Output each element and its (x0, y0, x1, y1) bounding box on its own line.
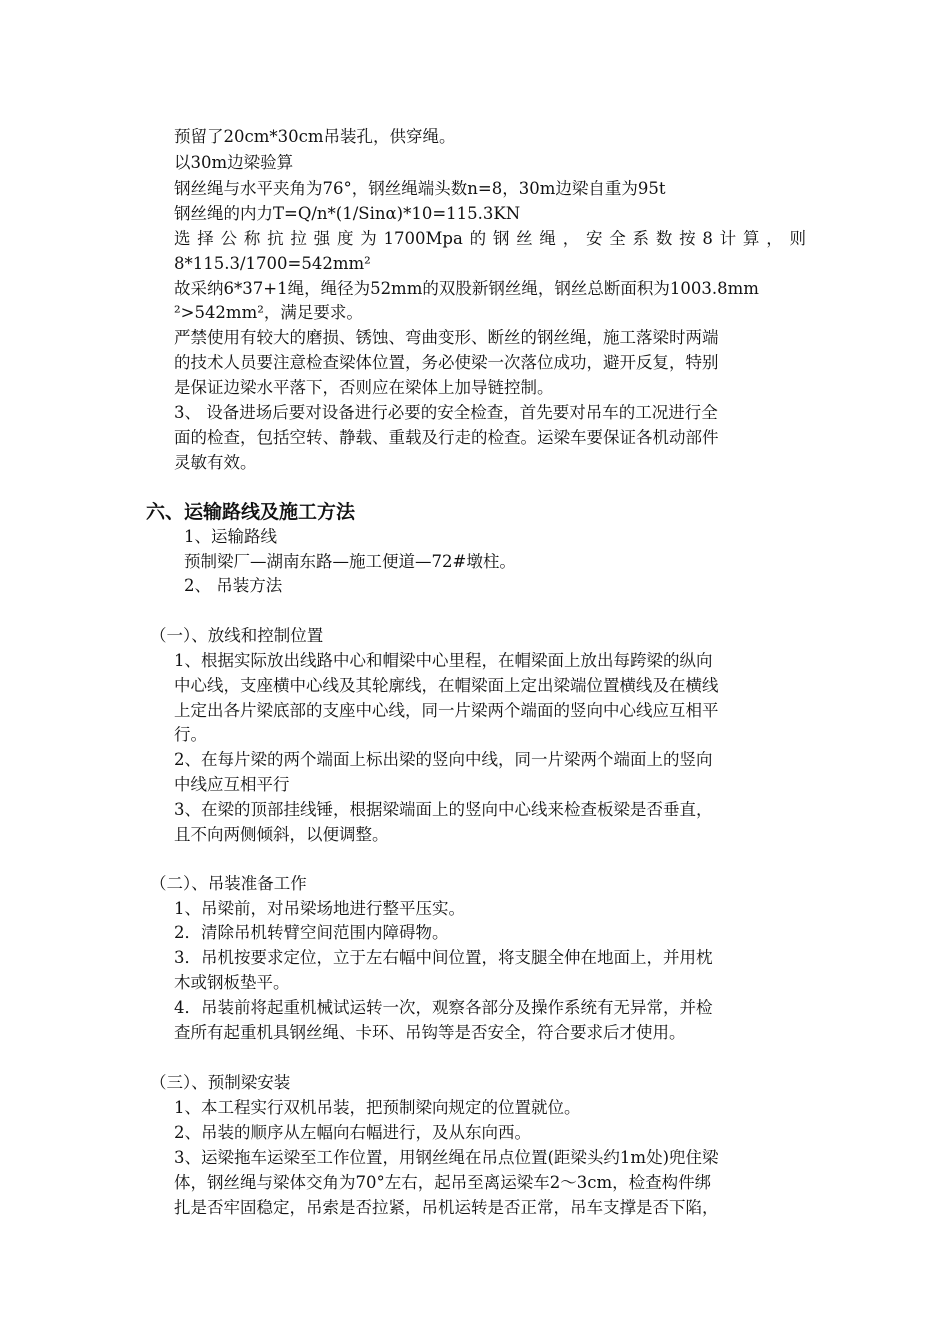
text-line: 行。 (174, 725, 207, 744)
text-line: 面的检查，包括空转、静载、重载及行走的检查。运梁车要保证各机动部件 (174, 428, 719, 447)
text-line: 选择公称抗拉强度为1700Mpa的钢丝绳，安全系数按8计算，则 (174, 229, 806, 248)
text-line: 4．吊装前将起重机械试运转一次，观察各部分及操作系统有无异常，并检 (174, 998, 713, 1017)
text-line: 8*115.3/1700=542mm² (174, 254, 371, 273)
text-line: 灵敏有效。 (174, 453, 257, 472)
text-line: 故采纳6*37+1绳，绳径为52mm的双股新钢丝绳，钢丝总断面积为1003.8mm (174, 279, 759, 298)
text-line: 木或钢板垫平。 (174, 973, 290, 992)
text-line: 中心线，支座横中心线及其轮廓线，在帽梁面上定出梁端位置横线及在横线 (174, 676, 719, 695)
text-line: 3、在梁的顶部挂线锤，根据梁端面上的竖向中心线来检查板梁是否垂直， (174, 800, 713, 819)
part-title: （二）、吊装准备工作 (150, 874, 307, 893)
text-line: 钢丝绳的内力T=Q/n*(1/Sinα)*10=115.3KN (174, 204, 521, 223)
text-line: 3、运梁拖车运梁至工作位置，用钢丝绳在吊点位置(距梁头约1m处)兜住梁 (174, 1148, 719, 1167)
part-title: （三）、预制梁安装 (150, 1073, 291, 1092)
text-line: 且不向两侧倾斜，以便调整。 (174, 825, 389, 844)
text-line: 中线应互相平行 (174, 775, 290, 794)
text-line: 2、在每片梁的两个端面上标出梁的竖向中线，同一片梁两个端面上的竖向 (174, 750, 713, 769)
text-line: 钢丝绳与水平夹角为76°，钢丝绳端头数n=8，30m边梁自重为95t (174, 179, 666, 198)
text-line: 以30m边梁验算 (174, 153, 294, 172)
part-title: （一）、放线和控制位置 (150, 626, 324, 645)
text-line: 3、 设备进场后要对设备进行必要的安全检查，首先要对吊车的工况进行全 (174, 403, 718, 422)
text-line: 扎是否牢固稳定，吊索是否拉紧，吊机运转是否正常，吊车支撑是否下陷， (174, 1198, 719, 1217)
text-line: 体，钢丝绳与梁体交角为70°左右，起吊至离运梁车2～3cm，检查构件绑 (174, 1173, 712, 1192)
text-line: 查所有起重机具钢丝绳、卡环、吊钩等是否安全，符合要求后才使用。 (174, 1023, 686, 1042)
text-line: 上定出各片梁底部的支座中心线，同一片梁两个端面的竖向中心线应互相平 (174, 701, 719, 720)
section-heading: 六、运输路线及施工方法 (146, 501, 356, 523)
subsection-label: 1、运输路线 (184, 527, 277, 546)
text-line: 3．吊机按要求定位，立于左右幅中间位置，将支腿全伸在地面上，并用枕 (174, 948, 713, 967)
subsection-label: 2、 吊装方法 (184, 576, 283, 595)
text-line: 2．清除吊机转臂空间范围内障碍物。 (174, 923, 449, 942)
text-line: 1、吊梁前，对吊梁场地进行整平压实。 (174, 899, 465, 918)
route-text: 预制梁厂—湖南东路—施工便道—72#墩柱。 (184, 552, 516, 571)
text-line: 预留了20cm*30cm吊装孔，供穿绳。 (174, 127, 456, 146)
text-line: 的技术人员要注意检查梁体位置，务必使梁一次落位成功，避开反复，特别 (174, 353, 719, 372)
text-line: 1、根据实际放出线路中心和帽梁中心里程，在帽梁面上放出每跨梁的纵向 (174, 651, 713, 670)
text-line: 是保证边梁水平落下，否则应在梁体上加导链控制。 (174, 378, 554, 397)
text-line: 2、吊装的顺序从左幅向右幅进行，及从东向西。 (174, 1123, 531, 1142)
text-line: 1、本工程实行双机吊装，把预制梁向规定的位置就位。 (174, 1098, 581, 1117)
text-line: 严禁使用有较大的磨损、锈蚀、弯曲变形、断丝的钢丝绳，施工落梁时两端 (174, 328, 719, 347)
text-line: ²>542mm²，满足要求。 (174, 303, 363, 322)
